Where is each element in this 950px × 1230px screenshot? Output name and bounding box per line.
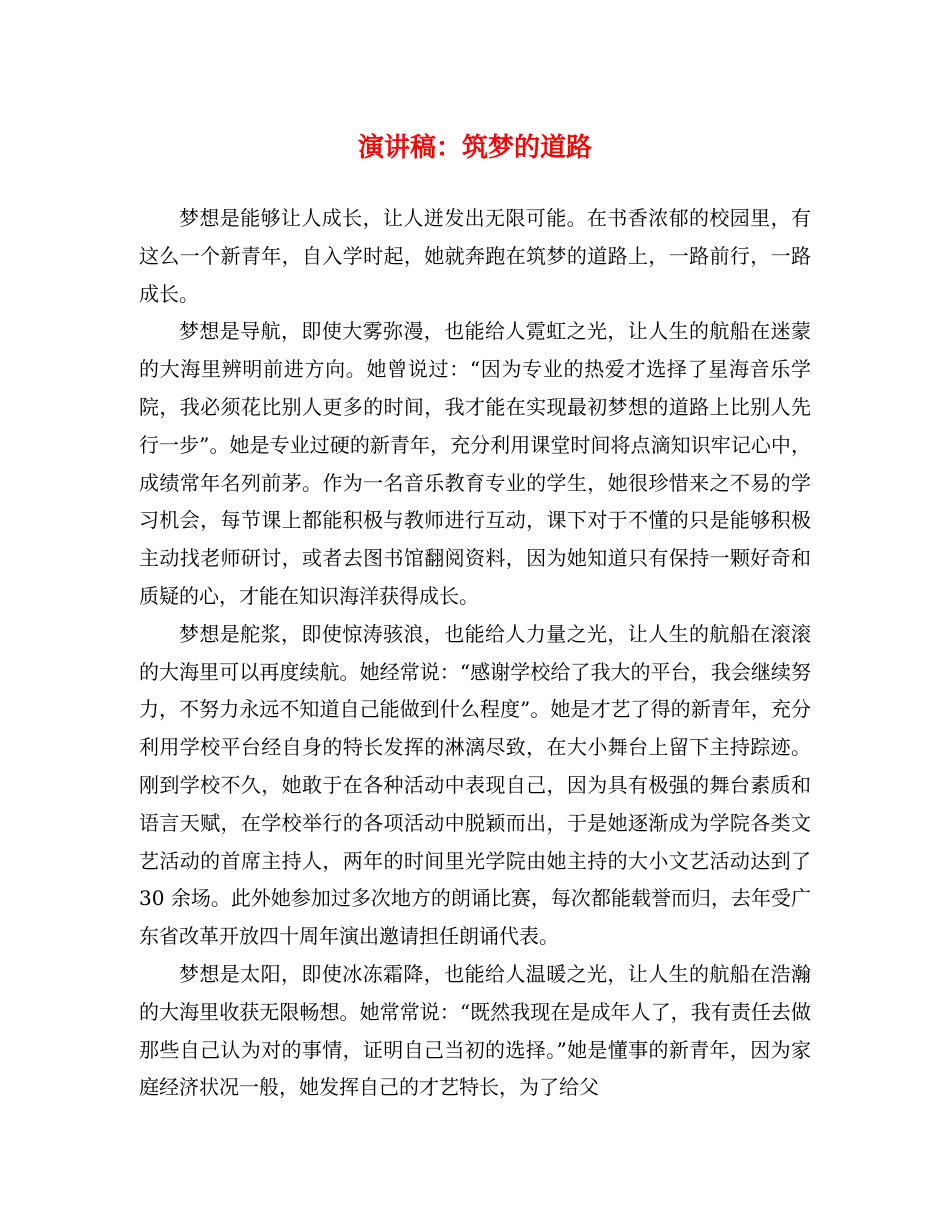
document-title: 演讲稿：筑梦的道路	[357, 133, 592, 163]
paragraph: 梦想是能够让人成长，让人迸发出无限可能。在书香浓郁的校园里，有这么一个新青年，自入学时起，她就奔跑在筑梦的道路上，一路前行，一路成长。	[139, 206, 811, 306]
paragraph: 梦想是舵浆，即使惊涛骇浪，也能给人力量之光，让人生的航船在滚滚的大海里可以再度续航。她经常说：“感谢学校给了我大的平台，我会继续努力，不努力永远不知道自己能做到什么程度”。她是才艺了得的新青年，充分利用学校平台经自身的特长发挥的淋漓尽致，在大小舞台上留下主持踪迹。刚到学校不久，她敢于在各种活动中表现自己，因为具有极强的舞台素质和语言天赋，在学校举行的各项活动中脱颖而出，于是她逐渐成为学院各类文艺活动的首席主持人，两年的时间里光学院由她主持的大小文艺活动达到了 30 余场。此外她参加过多次地方的朗诵比赛，每次都能载誉而归，去年受广东省改革开放四十周年演出邀请担任朗诵代表。	[139, 621, 811, 949]
paragraph: 梦想是太阳，即使冰冻霜降，也能给人温暖之光，让人生的航船在浩瀚的大海里收获无限畅想。她常常说：“既然我现在是成年人了，我有责任去做那些自己认为对的事情，证明自己当初的选择。”她是懂事的新青年，因为家庭经济状况一般，她发挥自己的才艺特长，为了给父	[139, 961, 811, 1100]
document-body	[139, 200, 811, 1107]
paragraph: 梦想是导航，即使大雾弥漫，也能给人霓虹之光，让人生的航船在迷蒙的大海里辨明前进方向。她曾说过：“因为专业的热爱才选择了星海音乐学院，我必须花比别人更多的时间，我才能在实现最初梦想的道路上比别人先行一步”。她是专业过硬的新青年，充分利用课堂时间将点滴知识牢记心中，成绩常年名列前茅。作为一名音乐教育专业的学生，她很珍惜来之不易的学习机会，每节课上都能积极与教师进行互动，课下对于不懂的只是能够积极主动找老师研讨，或者去图书馆翻阅资料，因为她知道只有保持一颗好奇和质疑的心，才能在知识海洋获得成长。	[139, 319, 811, 608]
